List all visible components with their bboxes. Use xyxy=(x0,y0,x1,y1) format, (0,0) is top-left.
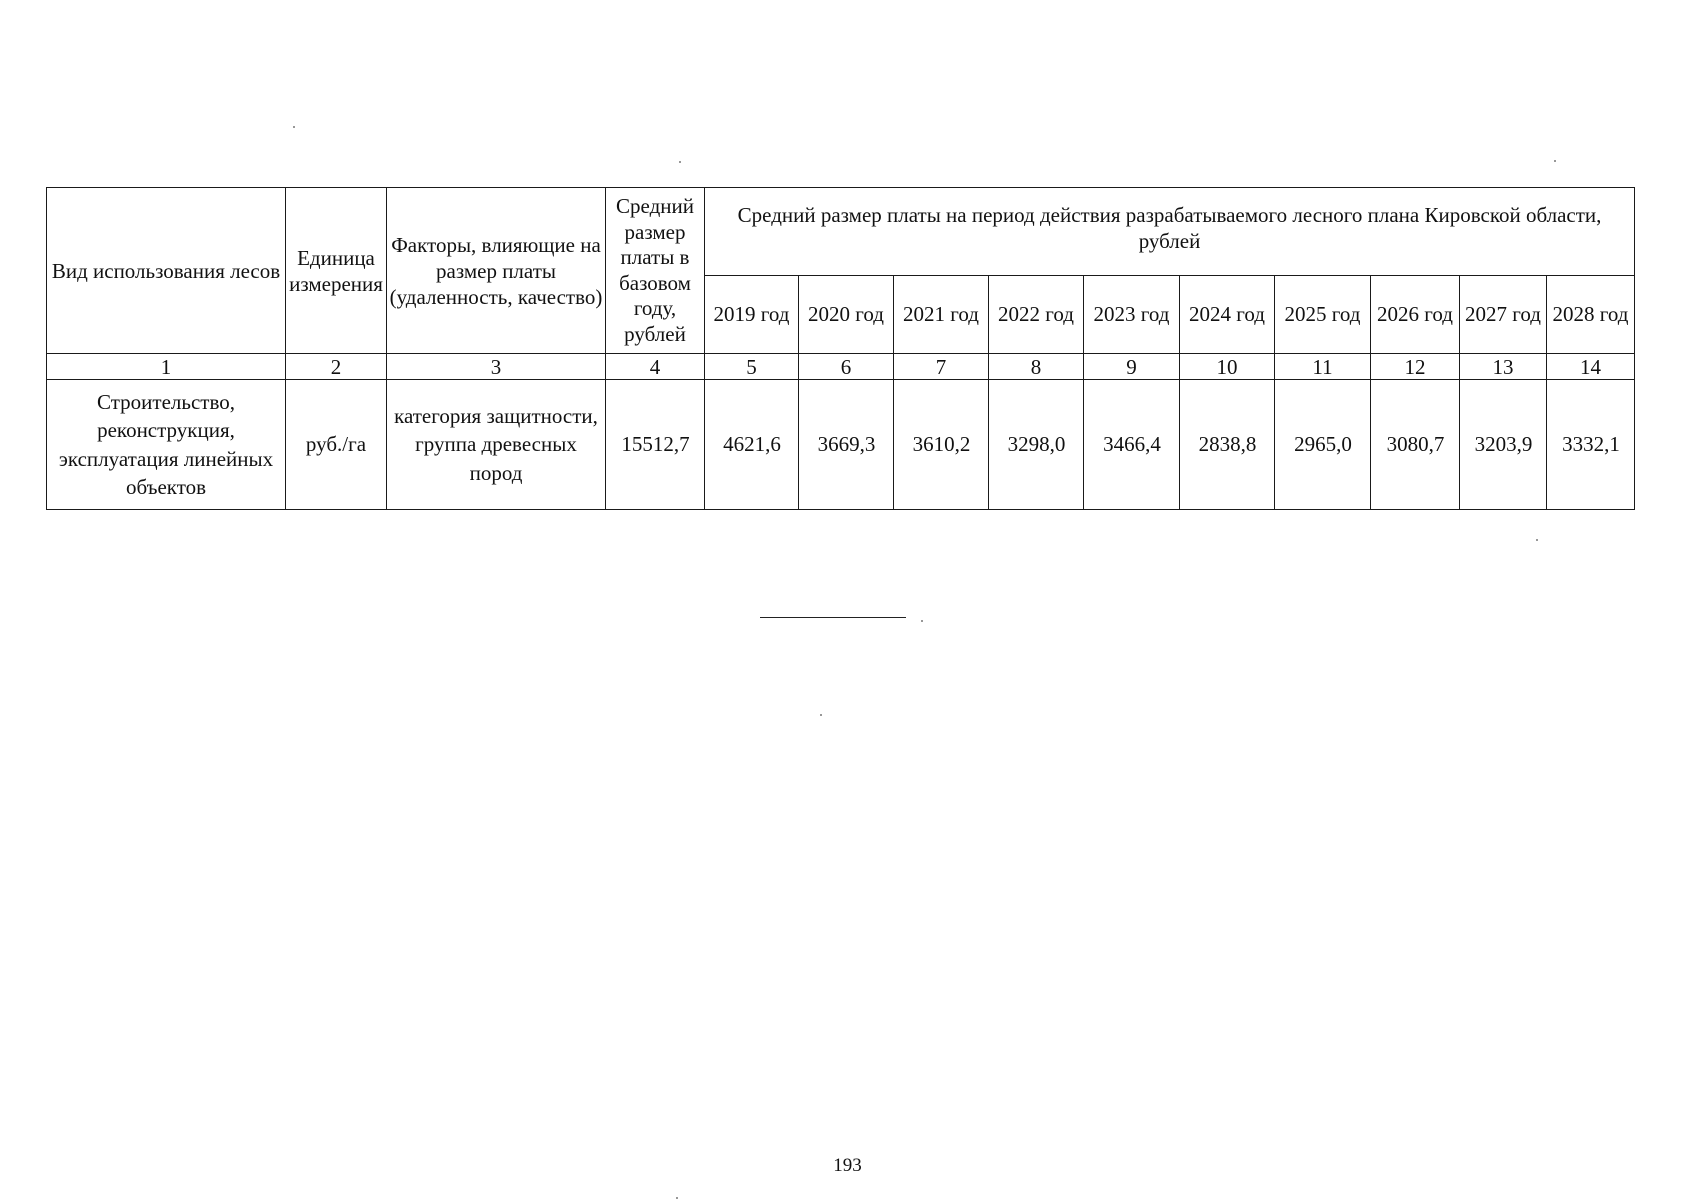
header-year: 2024 год xyxy=(1180,276,1275,354)
cell-year-value: 3080,7 xyxy=(1371,380,1460,510)
scan-speck xyxy=(1536,539,1538,541)
header-year: 2027 год xyxy=(1460,276,1547,354)
column-number: 9 xyxy=(1084,354,1180,380)
header-factors: Факторы, влияющие на размер платы (удаленность, качество) xyxy=(387,188,606,354)
cell-base-fee: 15512,7 xyxy=(606,380,705,510)
column-number: 1 xyxy=(47,354,286,380)
cell-usage-type: Строительство, реконструкция, эксплуатация линейных объектов xyxy=(47,380,286,510)
cell-year-value: 3610,2 xyxy=(894,380,989,510)
table-row xyxy=(47,380,1635,510)
header-year: 2028 год xyxy=(1547,276,1635,354)
column-number: 8 xyxy=(989,354,1084,380)
cell-unit: руб./га xyxy=(286,380,387,510)
cell-year-value: 3203,9 xyxy=(1460,380,1547,510)
cell-year-value: 3669,3 xyxy=(799,380,894,510)
column-number: 2 xyxy=(286,354,387,380)
header-usage-type: Вид использования лесов xyxy=(47,188,286,354)
header-base-fee: Средний размер платы в базовом году, рублей xyxy=(606,188,705,354)
scan-speck xyxy=(921,620,923,622)
header-year: 2020 год xyxy=(799,276,894,354)
fee-table xyxy=(46,187,1635,510)
column-number-row xyxy=(47,354,1635,380)
scan-speck xyxy=(293,126,295,128)
page-number: 193 xyxy=(833,1155,862,1176)
header-year: 2021 год xyxy=(894,276,989,354)
header-year: 2025 год xyxy=(1275,276,1371,354)
column-number: 7 xyxy=(894,354,989,380)
column-number: 4 xyxy=(606,354,705,380)
scan-speck xyxy=(1554,160,1556,162)
scan-speck xyxy=(820,714,822,716)
cell-factors: категория защитности, группа древесных пород xyxy=(387,380,606,510)
header-unit: Единица измерения xyxy=(286,188,387,354)
column-number: 6 xyxy=(799,354,894,380)
column-number: 5 xyxy=(705,354,799,380)
header-period-fee: Средний размер платы на период действия разрабатываемого лесного плана Кировской области, рублей xyxy=(705,188,1635,276)
column-number: 14 xyxy=(1547,354,1635,380)
column-number: 11 xyxy=(1275,354,1371,380)
cell-year-value: 4621,6 xyxy=(705,380,799,510)
column-number: 13 xyxy=(1460,354,1547,380)
scan-speck xyxy=(676,1197,678,1199)
cell-year-value: 2965,0 xyxy=(1275,380,1371,510)
end-of-table-rule xyxy=(760,617,906,618)
header-year: 2026 год xyxy=(1371,276,1460,354)
header-row-top xyxy=(47,188,1635,276)
header-year: 2022 год xyxy=(989,276,1084,354)
column-number: 3 xyxy=(387,354,606,380)
cell-year-value: 3298,0 xyxy=(989,380,1084,510)
header-year: 2023 год xyxy=(1084,276,1180,354)
header-year: 2019 год xyxy=(705,276,799,354)
column-number: 12 xyxy=(1371,354,1460,380)
cell-year-value: 2838,8 xyxy=(1180,380,1275,510)
column-number: 10 xyxy=(1180,354,1275,380)
cell-year-value: 3332,1 xyxy=(1547,380,1635,510)
scan-speck xyxy=(679,161,681,163)
cell-year-value: 3466,4 xyxy=(1084,380,1180,510)
